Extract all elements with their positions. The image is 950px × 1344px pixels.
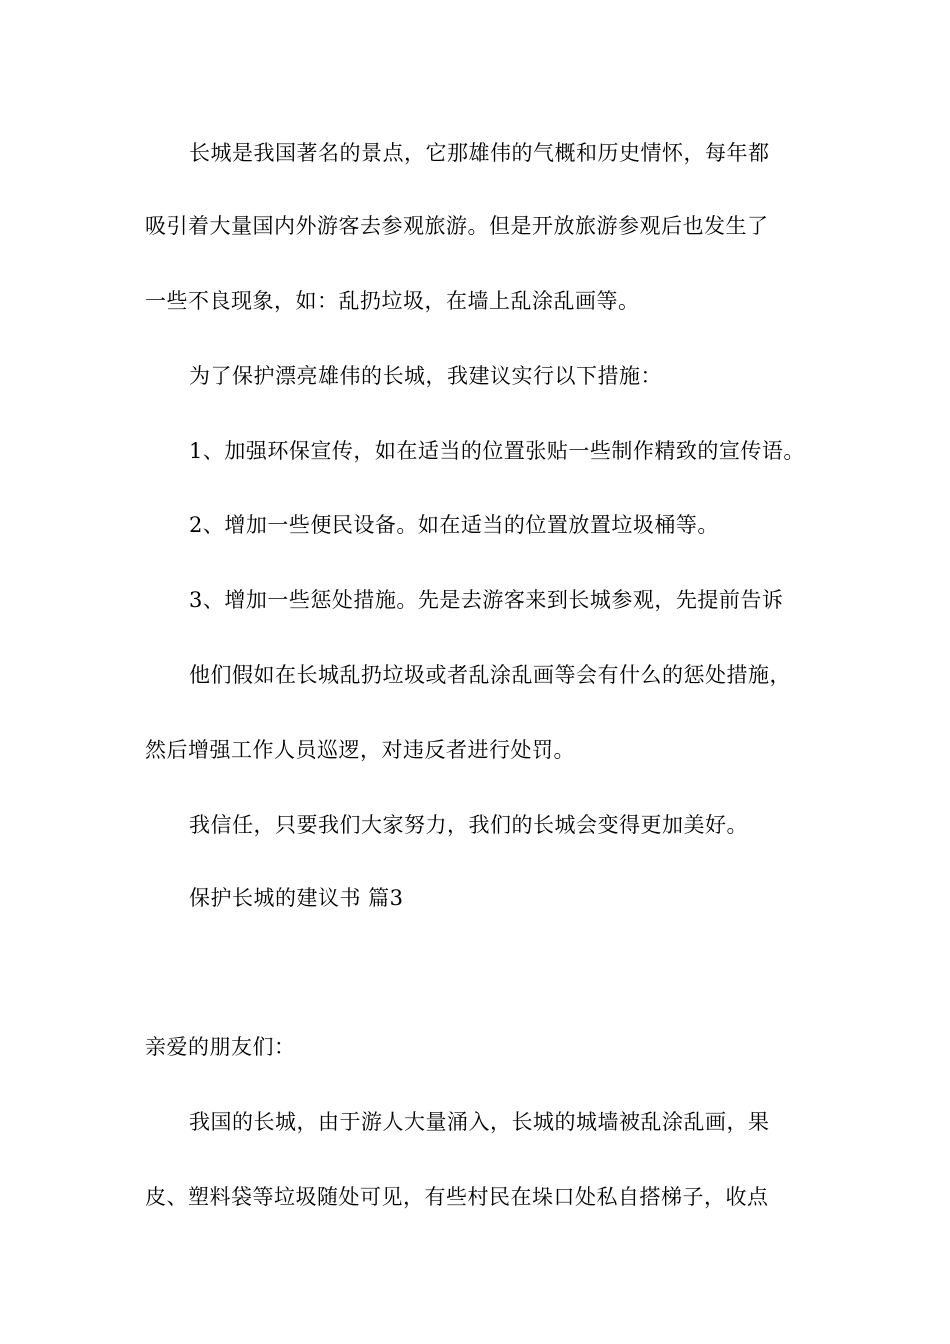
list-item-2: 2、增加一些便民设备。如在适当的位置放置垃圾桶等。 [189,513,719,537]
list-item-3-end: 然后增强工作人员巡逻，对违反者进行处罚。 [145,738,575,762]
list-item-3-continuation: 他们假如在长城乱扔垃圾或者乱涂乱画等会有什么的惩处措施， [189,663,791,687]
paragraph-line-4: 为了保护漂亮雄伟的长城，我建议实行以下措施： [189,364,662,388]
paragraph-line-5: 我国的长城，由于游人大量涌入，长城的城墙被乱涂乱画，果 [189,1110,770,1134]
list-item-1: 1、加强环保宣传，如在适当的位置张贴一些制作精致的宣传语。 [189,439,805,463]
paragraph-line-6: 皮、塑料袋等垃圾随处可见，有些村民在垛口处私自搭梯子，收点 [145,1185,769,1209]
paragraph-line-2: 吸引着大量国内外游客去参观旅游。但是开放旅游参观后也发生了 [145,214,769,238]
section-title: 保护长城的建议书 篇3 [189,886,404,910]
paragraph-line-1: 长城是我国著名的景点，它那雄伟的气概和历史情怀，每年都 [189,141,770,165]
list-item-3: 3、增加一些惩处措施。先是去游客来到长城参观，先提前告诉 [189,588,784,612]
salutation: 亲爱的朋友们： [145,1035,296,1059]
closing-paragraph: 我信任，只要我们大家努力，我们的长城会变得更加美好。 [189,813,748,837]
paragraph-line-3: 一些不良现象，如：乱扔垃圾，在墙上乱涂乱画等。 [145,289,640,313]
